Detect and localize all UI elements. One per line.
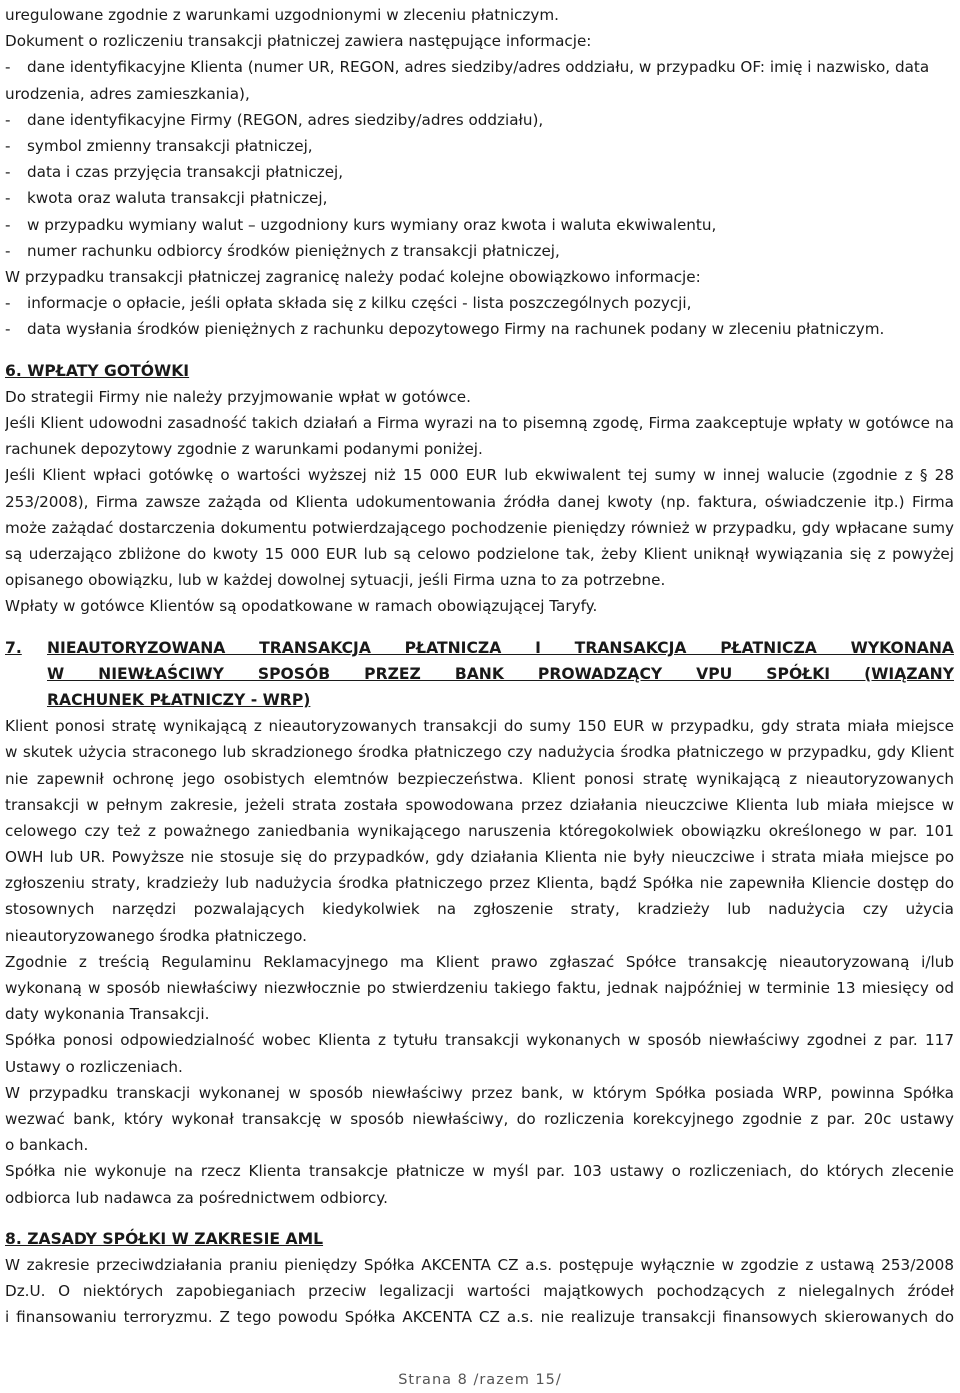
section-heading-6: 6. WPŁATY GOTÓWKI [5,361,190,380]
list-item [5,212,954,238]
list-item-text: data wysłania środków pieniężnych z rachunku depozytowego Firmy na rachunek podany w zleceniu płatniczym. [27,320,885,339]
list-item [5,238,954,264]
text-line: Jeśli Klient udowodni zasadność takich działań a Firma wyrazi na to pisemną zgodę, Firma zaakceptuje wpłaty w gotówce na [5,414,954,433]
list-item [5,316,954,342]
list-dash: - [5,137,11,156]
heading-line: NIEAUTORYZOWANA TRANSAKCJA PŁATNICZA I TRANSAKCJA PŁATNICZA WYKONANA [47,638,954,657]
section-number: 7. [5,638,22,657]
spacer [5,620,954,635]
list-item-text: numer rachunku odbiorcy środków pieniężnych z transakcji płatniczej, [27,241,560,260]
heading-line: RACHUNEK PŁATNICZY - WRP) [47,690,311,709]
list-item-text: dane identyfikacyjne Klienta (numer UR, REGON, adres siedziby/adres oddziału, w przypadku OF: imię i nazwisko, data [27,58,930,77]
text-line: w skutek użycia straconego lub skradzionego środka płatniczego czy nadużycia środka płatniczego w przypadku, gdy Klient [5,743,954,762]
section-heading-text [47,635,954,714]
page-footer: Strana 8 /razem 15/ [398,1372,562,1388]
text-line: Dz.U. O niektórych zapobieganiach przeciw legalizacji wartości majątkowych pochodzących z nielegalnych źródeł [5,1282,954,1301]
list-item [5,159,954,185]
spacer [5,1211,954,1226]
list-item-text: dane identyfikacyjne Firmy (REGON, adres siedziby/adres oddziału), [27,110,544,129]
list-dash: - [5,241,11,260]
text-line: Ustawy o rozliczeniach. [5,1057,183,1076]
spacer [5,343,954,358]
text-line: nieautoryzowanego środka płatniczego. [5,926,307,945]
text-line: stosownych narzędzi pozwalających kiedykolwiek na zgłoszenie straty, kradzieży lub nadużycia czy użycia [5,900,954,919]
text-line: Spółka ponosi odpowiedzialność wobec Klienta z tytułu transakcji wykonanych w sposób niewłaściwy zgodnei z par. 117 [5,1031,954,1050]
text-line: urodzenia, adres zamieszkania), [5,84,250,103]
text-line: i finansowaniu terroryzmu. Z tego powodu Spółka AKCENTA CZ a.s. nie realizuje transakcji finansowych skierowanych do [5,1308,954,1327]
section-heading-7 [5,635,954,714]
text-line: W zakresie przeciwdziałania praniu pieniędzy Spółka AKCENTA CZ a.s. postępuje wyłącznie w zgodzie z ustawą 253/2008 [5,1256,954,1275]
list-dash: - [5,294,11,313]
text-line: wezwać bank, który wykonał transakcję w sposób niewłaściwy, do rozliczenia korekcyjnego zgodnie z par. 20c ustawy [5,1110,954,1129]
text-line: opisanego obowiązku, lub w każdej dowolnej sytuacji, jeśli Firma uzna to za potrzebne. [5,571,666,590]
text-line: Zgodnie z treścią Regulaminu Reklamacyjnego ma Klient prawo zgłaszać Spółce transakcję nieautoryzowaną i/lub [5,952,954,971]
text-line: Dokument o rozliczeniu transakcji płatniczej zawiera następujące informacje: [5,32,592,51]
list-dash: - [5,163,11,182]
text-line: są uderzająco zbliżone do kwoty 15 000 EUR lub są celowo podzielone tak, żeby Klient uniknął wywiązania się z powyżej [5,545,954,563]
text-line: celowego czy też z poważnego zaniedbania wynikającego naruszenia któregokolwiek obowiązku określonego w par. 101 [5,821,954,840]
text-line: może zażądać dostarczenia dokumentu potwierdzającego pochodzenie pieniędzy również w przypadku, gdy wpłacane sumy [5,518,954,537]
text-line: odbiorca lub nadawca za pośrednictwem odbiorcy. [5,1188,388,1207]
text-line: Wpłaty w gotówce Klientów są opodatkowane w ramach obowiązującej Taryfy. [5,597,598,616]
list-item [5,107,954,133]
list-dash: - [5,110,11,129]
text-line: wykonaną w sposób niewłaściwy niezwłocznie po stwierdzeniu takiego faktu, jednak najpóźniej w terminie 13 miesięcy od [5,979,954,998]
list-dash: - [5,215,11,234]
text-line: W przypadku transkacji wykonanej w sposób niewłaściwy przez bank, w którym Spółka posiada WRP, powinna Spółka [5,1083,954,1102]
text-line: W przypadku transakcji płatniczej zagranicę należy podać kolejne obowiązkowo informacje: [5,268,701,287]
text-line: Klient ponosi stratę wynikającą z nieautoryzowanych transakcji do sumy 150 EUR w przypadku, gdy strata miała miejsce [5,717,954,736]
text-line: Do strategii Firmy nie należy przyjmowanie wpłat w gotówce. [5,387,471,406]
text-line: OWH lub UR. Powyższe nie stosuje się do przypadków, gdy działania Klienta nie były nieuczciwe i strata miała miejsce po [5,848,954,867]
text-line: daty wykonania Transakcji. [5,1005,210,1024]
list-dash: - [5,58,11,77]
list-item [5,54,954,80]
list-dash: - [5,320,11,339]
list-item-text: kwota oraz waluta transakcji płatniczej, [27,189,328,208]
text-line: zgłoszeniu straty, kradzieży lub nadużycia środka płatniczego przez Klienta, bądź Spółka nie zapewniła Kliencie dostęp do [5,874,954,893]
text-line: 253/2008), Firma zawsze zażąda od Klienta udokumentowania źródła danej kwoty (np. faktura, oświadczenie itp.) Firma [5,492,954,511]
text-line: nie zapewnił ochronę jego osobistych elemtnów bezpieczeństwa. Klient ponosi stratę wynikającą z nieautoryzowanych [5,769,954,788]
list-item [5,290,954,316]
list-item [5,133,954,159]
section-heading-8: 8. ZASADY SPÓŁKI W ZAKRESIE AML [5,1229,324,1248]
text-line: uregulowane zgodnie z warunkami uzgodnionymi w zleceniu płatniczym. [5,6,559,24]
text-line: transakcji w pełnym zakresie, jeżeli strata została spowodowana przez działania nieuczciwe Klienta lub miała miejsce w [5,795,954,814]
list-item [5,185,954,211]
list-item-text: symbol zmienny transakcji płatniczej, [27,137,313,156]
text-line: Spółka nie wykonuje na rzecz Klienta transakcje płatnicze w myśl par. 103 ustawy o rozliczeniach, do których zlecenie [5,1162,954,1181]
list-dash: - [5,189,11,208]
list-item-text: data i czas przyjęcia transakcji płatniczej, [27,163,344,182]
text-line: Jeśli Klient wpłaci gotówkę o wartości wyższej niż 15 000 EUR lub ekwiwalent tej sumy w innej walucie (zgodnie z § 28 [5,466,954,485]
list-item-text: informacje o opłacie, jeśli opłata składa się z kilku części - lista poszczególnych pozycji, [27,294,692,313]
text-line: o bankach. [5,1136,89,1155]
list-item-text: w przypadku wymiany walut – uzgodniony kurs wymiany oraz kwota i waluta ekwiwalentu, [27,215,717,234]
heading-line: W NIEWŁAŚCIWY SPOSÓB PRZEZ BANK PROWADZĄCY VPU SPÓŁKI (WIĄZANY [47,664,954,683]
text-line: rachunek depozytowy zgodnie z warunkami podanymi poniżej. [5,440,483,459]
